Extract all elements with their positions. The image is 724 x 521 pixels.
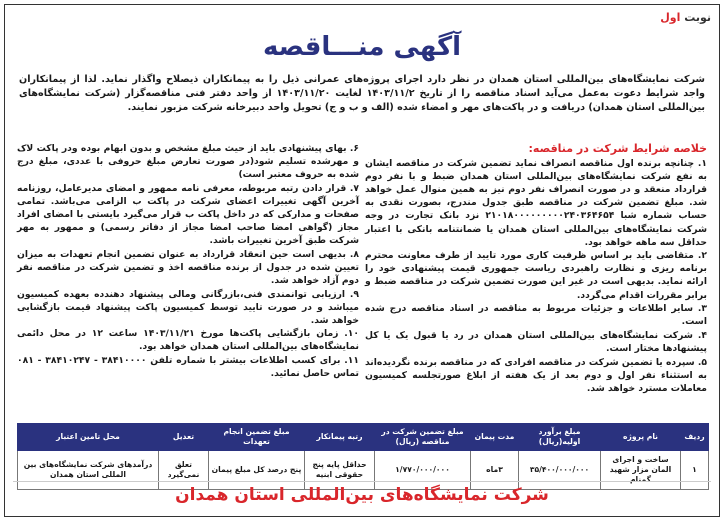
projects-table	[17, 423, 709, 490]
col-header: مبلغ تضمین شرکت در مناقصه (ریال)	[375, 424, 471, 451]
table-cell: ۳۵/۴۰۰/۰۰۰/۰۰۰	[519, 451, 601, 490]
table-cell: درآمدهای شرکت نمایشگاه‌های بین المللی استان همدان	[18, 451, 159, 490]
col-header: محل تامین اعتبار	[18, 424, 159, 451]
table-cell: ۱/۷۷۰/۰۰۰/۰۰۰	[375, 451, 471, 490]
table-cell: تعلق نمی‌گیرد	[159, 451, 209, 490]
condition-item: ۱. چنانچه برنده اول مناقصه انصراف نماید تضمین شرکت در مناقصه ایشان به نفع شرکت نمایشگاه‌های بین‌المللی استان همدان ضبط و با نفر دوم قرارداد منعقد و در صورت انصراف نفر دوم نیز به همین منوال عمل خواهد شد. مبلغ تضمین شرکت در مناقصه طبق جدول مندرج، بصورت نقدی به حساب شماره شبا ۲۱۰۱۸۰۰۰۰۰۰۰۰۰۲۴۰۳۶۴۶۵۴ نزد بانک تجارت در وجه شرکت نمایشگاه‌های بین‌المللی استان همدان یا ضمانتنامه بانکی با اعتبار حداقل سه ماهه خواهد بود.	[365, 158, 707, 248]
condition-item: ۹. ارزیابی توانمندی فنی،بازرگانی ومالی پیشنهاد دهندده بعهده کمیسیون میباشد و در صورت تایید توسط کمیسیون پاکت پیشنهاد قیمت بازگشایی خواهد شد.	[17, 288, 359, 326]
condition-item: ۱۰. زمان بازگشایی پاکت‌ها مورخ ۱۴۰۳/۱۱/۲۱ ساعت ۱۲ در محل دائمی نمایشگاه‌های بین‌المللی استان همدان خواهد بود.	[17, 328, 359, 353]
col-header: مبلغ تضمین انجام تعهدات	[209, 424, 305, 451]
intro-paragraph: شرکت نمایشگاه‌های بین‌المللی استان همدان در نظر دارد اجرای پروژه‌های عمرانی ذیل را به پیمانکاران ذیصلاح واگذار نماید. لذا از پیمانکاران واجد شرایط دعوت به‌عمل می‌آید اسناد مناقصه را از تاریخ ۱۴۰۳/۱۱/۲ لغایت ۱۴۰۳/۱۱/۲۰ از واحد دفتر فنی مناقصه‌گزار (شرکت نمایشگاه‌های بین‌المللی استان همدان) دریافت و در پاکت‌های مهر و امضاء شده (الف و ب و ج) تحویل واحد دبیرخانه شرکت مزبور نمایند.	[19, 74, 705, 114]
col-header: نام پروژه	[601, 424, 681, 451]
condition-item: ۳. سایر اطلاعات و جزئیات مربوط به مناقصه در اسناد مناقصه درج شده است.	[365, 303, 707, 328]
table-header-row	[18, 424, 709, 451]
conditions-heading: خلاصه شرایط شرکت در مناقصه:	[528, 142, 707, 155]
page-title: آگهی منـــاقصه	[262, 32, 462, 62]
col-header: ردیف	[681, 424, 709, 451]
table-cell: ساخت و اجرای المان مزار شهید گمنام	[601, 451, 681, 490]
condition-item: ۲. متقاضی باید بر اساس ظرفیت کاری مورد تایید از طرف معاونت محترم برنامه ریزی و نظارت راهبردی ریاست جمهوری قیمت پیشنهادی خود را ارائه نماید. بدیهی است در غیر این صورت تضمین شرکت در مناقصه ضبط و برابر مقررات اقدام می‌گردد.	[365, 250, 707, 301]
col-header: تعدیل	[159, 424, 209, 451]
round-prefix: نوبت	[684, 11, 711, 24]
table-cell: ۱	[681, 451, 709, 490]
round-label	[660, 11, 711, 24]
conditions-column-right	[365, 142, 707, 395]
conditions-column-left	[17, 142, 359, 381]
table-cell: ۳ماه	[471, 451, 519, 490]
tender-notice	[4, 4, 720, 517]
condition-item: ۱۱. برای کسب اطلاعات بیشتر با شماره تلفن ۳۸۴۱۰۰۰۰ - ۳۸۴۱۰۲۴۷ - ۰۸۱ تماس حاصل نمائید.	[17, 355, 359, 380]
condition-item: ۷. قرار دادن رتبه مربوطه، معرفی نامه ممهور و امضای مدیرعامل، روزنامه آخرین آگهی تغییرات اعضای شرکت در پاکت ب الزامی می‌باشد. تمامی صفحات و مدارکی که در داخل پاکت ب قرار می‌گیرد بایستی با امضای افراد مجاز (گواهی امضا صاحب امضا مجاز از دفاتر رسمی) و ممهور به مهر شرکت طبق آخرین تغییرات باشد.	[17, 182, 359, 247]
condition-item: ۵. سپرده یا تضمین شرکت در مناقصه افرادی که در مناقصه برنده نگردیده‌اند به استثناء نفر اول و دوم بعد از یک هفته از ابلاغ صورتجلسه کمیسیون معاملات مسترد خواهد شد.	[365, 356, 707, 394]
col-header: مدت پیمان	[471, 424, 519, 451]
table-cell: حداقل پایه پنج حقوقی ابنیه	[305, 451, 375, 490]
footer-organization: شرکت نمایشگاه‌های بین‌المللی استان همدان	[13, 481, 711, 507]
round-value: اول	[660, 11, 681, 24]
table-cell: پنج درصد کل مبلغ پیمان	[209, 451, 305, 490]
col-header: مبلغ برآورد اولیه(ریال)	[519, 424, 601, 451]
condition-item: ۸. بدیهی است حین انعقاد قرارداد به عنوان تضمین انجام تعهدات به میزان تعیین شده در جدول از برنده مناقصه اخذ و تضمین شرکت در مناقصه نفر دوم آزاد خواهد شد.	[17, 248, 359, 286]
condition-item: ۶. بهای پیشنهادی باید از حیث مبلغ مشخص و بدون ابهام بوده ودر پاکت لاک و مهرشده تسلیم شود(در صورت تعارض مبلغ حروفی با عددی، مبلغ درج شده به حروف معتبر است)	[17, 143, 359, 181]
condition-item: ۴. شرکت نمایشگاه‌های بین‌المللی استان همدان در رد یا قبول یک یا کل پیشنهادها مختار است.	[365, 329, 707, 354]
col-header: رتبه پیمانکار	[305, 424, 375, 451]
